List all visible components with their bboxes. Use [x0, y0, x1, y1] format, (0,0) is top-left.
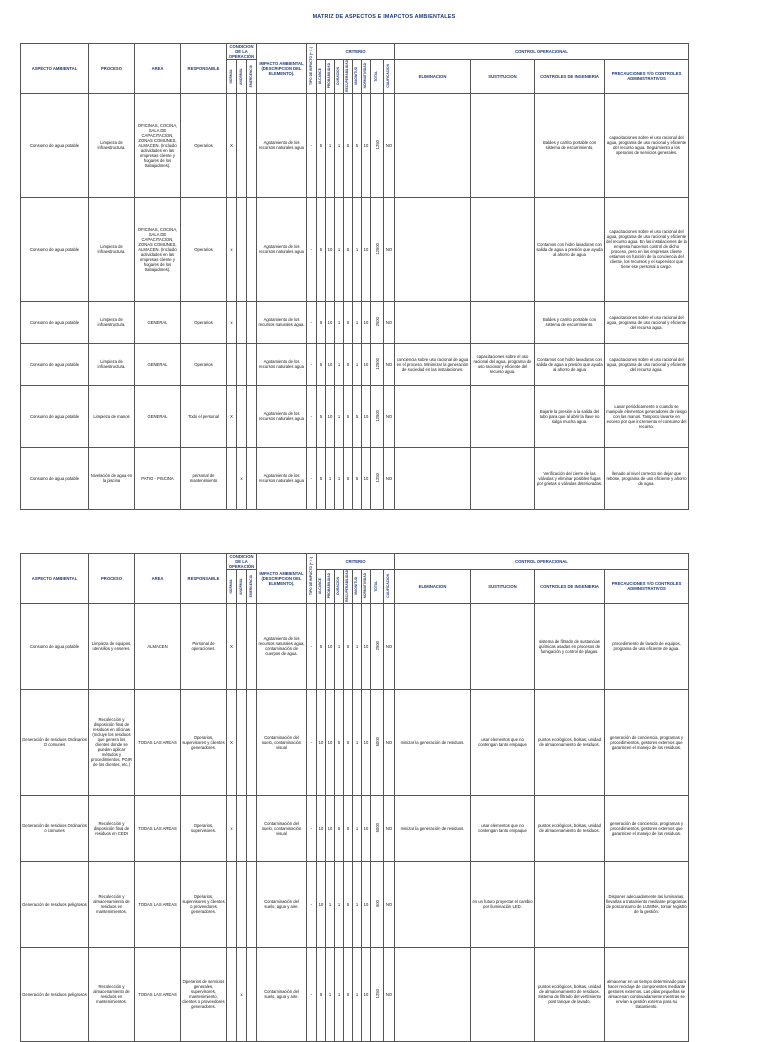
environmental-matrix-table-1 — [20, 43, 689, 510]
col-criterio-recuperabilidad: RECUPERABILIDAD — [344, 570, 353, 604]
cell-criterio-value: 1 — [335, 947, 344, 1041]
cell-criterio-value: 10 — [326, 343, 335, 385]
cell-area: TODAS LAS AREAS — [135, 795, 181, 861]
cell-criterio-value: 5 — [344, 795, 353, 861]
cell-impacto: Contaminación del suelo, agua y aire. — [257, 861, 307, 947]
cell-normal: X — [227, 93, 237, 197]
col-area-header: AREA — [135, 44, 181, 94]
cell-criterio-value: 10 — [326, 197, 335, 301]
cell-total: 1250 — [371, 947, 384, 1041]
col-criterio-calificacion: CALIFICACION — [384, 60, 395, 94]
cell-tipo: - — [307, 447, 317, 509]
col-proceso-header: PROCESO — [89, 44, 135, 94]
cell-anormal — [237, 385, 247, 447]
cell-criterio-value: 10 — [362, 197, 371, 301]
cell-criterio-value: 10 — [362, 343, 371, 385]
cell-aspecto: Generación de residuos Ordinarios O comunes — [21, 689, 89, 795]
cell-precauciones: llenado al nivel correcto sin dejar que rebose, programa de uso eficiente y ahorro de agua. — [605, 447, 689, 509]
table-row — [21, 861, 689, 947]
cell-emergencia — [247, 947, 257, 1041]
cell-criterio-value: 10 — [326, 301, 335, 343]
table-row — [21, 447, 689, 509]
cell-criterio-value: 1 — [353, 947, 362, 1041]
col-precauciones-header: PRECAUCIONES Y/O CONTROLES ADMINISTRATIVOS — [605, 570, 689, 604]
cell-sustitucion — [471, 447, 535, 509]
cell-proceso: Recolección y disposición final de residuos en oficinas (Incluye los residuos que genera los clientes donde se pueden aplicar métodos y procedimientos, PGIR de los clientes, etc.) — [89, 689, 135, 795]
cell-aspecto: Consumo de agua potable — [21, 343, 89, 385]
cell-emergencia — [247, 93, 257, 197]
cell-total: 5000 — [371, 795, 384, 861]
cell-aspecto: Consumo de agua potable — [21, 385, 89, 447]
col-impacto-header: IMPACTO AMBIENTAL (DESCRIPCION DEL ELEMENTO). — [257, 44, 307, 94]
cell-normal — [227, 861, 237, 947]
col-emergencia-header: EMERGENCIA — [247, 60, 257, 94]
cell-criterio-value: 5 — [344, 197, 353, 301]
cell-total: 2500 — [371, 301, 384, 343]
cell-area: OFICINAS, COCINA, SALA DE CAPACITACION, ZONAS COMUNES, ALMACEN. (Incluido actividades en las empresas cliente y hogares de los trabajadores). — [135, 197, 181, 301]
cell-impacto: Agotamiento de los recursos naturales agua, contaminación de cuerpos de agua. — [257, 603, 307, 689]
cell-eliminacion: conciencia sobre uso racional de agua en el proceso. Minimizar la generación de suciedad en las instalaciones. — [395, 343, 471, 385]
cell-criterio-value: 10 — [317, 861, 326, 947]
cell-emergencia — [247, 689, 257, 795]
cell-eliminacion: minizar la generación de residuos. — [395, 689, 471, 795]
col-criterio-duracion: DURACION — [335, 570, 344, 604]
cell-criterio-value: 5 — [317, 197, 326, 301]
cell-calificacion: NO — [384, 947, 395, 1041]
cell-proceso: Nivelación de agua en la piscina — [89, 447, 135, 509]
cell-precauciones: procedimiento de lavado de equipos, programa de uso eficiente de agua. — [605, 603, 689, 689]
cell-aspecto: Consumo de agua potable — [21, 447, 89, 509]
cell-responsable: Operarios — [181, 343, 227, 385]
cell-calificacion: NO — [384, 385, 395, 447]
cell-criterio-value: 10 — [317, 795, 326, 861]
cell-criterio-value: 5 — [344, 689, 353, 795]
cell-precauciones: Lavar periódicamente o cuando se manipule elementos generadores de riesgo con las manos. Tampoco lavarse en exceso por que incrementa el consumo del recurso. — [605, 385, 689, 447]
cell-total: 12500 — [371, 197, 384, 301]
cell-ingenieria: sistema de filtrado de sustancias químicas usadas en procesos de fumigación y control de plagas. — [535, 603, 605, 689]
cell-normal: X — [227, 689, 237, 795]
col-ingenieria-header: CONTROLES DE INGENIERIA — [535, 570, 605, 604]
cell-impacto: Contaminación del suelo, contaminación visual — [257, 689, 307, 795]
cell-ingenieria: Contamos con hidro lavadoras con salida de agua a presión que ayuda al ahorro de agua — [535, 343, 605, 385]
cell-tipo: - — [307, 861, 317, 947]
col-impacto-header: IMPACTO AMBIENTAL (DESCRIPCION DEL ELEMENTO). — [257, 554, 307, 604]
cell-eliminacion — [395, 301, 471, 343]
cell-normal: X — [227, 603, 237, 689]
cell-anormal — [237, 861, 247, 947]
cell-emergencia — [247, 795, 257, 861]
cell-calificacion: NO — [384, 343, 395, 385]
cell-precauciones: capacitaciones sobre el uso racional del agua, programa de uso racional y eficiente del recurso agua. Seguimiento a los operarios de servicios generales. — [605, 93, 689, 197]
cell-criterio-value: 5 — [335, 689, 344, 795]
col-criterio-recuperabilidad: RECUPERABILIDAD — [344, 60, 353, 94]
cell-anormal: x — [237, 447, 247, 509]
cell-impacto: Contaminación del suelo, contaminación visual — [257, 795, 307, 861]
cell-area: TODAS LAS AREAS — [135, 947, 181, 1041]
cell-sustitucion — [471, 301, 535, 343]
cell-precauciones: capacitaciones sobre el uso racional del agua, programa de uso racional y eficiente del recurso agua. En las instalaciones de la empresa hacemos control de dicho proceso, pero en las empresas cliente estamos en función de la conciencia del cliente, los recursos y el supervisor que tiene ese personal a cargo. — [605, 197, 689, 301]
environmental-matrix-table-2 — [20, 553, 689, 1042]
cell-criterio-value: 5 — [317, 447, 326, 509]
cell-criterio-value: 10 — [362, 947, 371, 1041]
cell-tipo: - — [307, 343, 317, 385]
table-row — [21, 947, 689, 1041]
cell-ingenieria: puntos ecológicos, bolsas, unidad de almacenamiento de residuos. — [535, 795, 605, 861]
cell-criterio-value: 1 — [335, 301, 344, 343]
cell-impacto: Contaminación del suelo, agua y aire. — [257, 947, 307, 1041]
cell-responsable: Todo el personal — [181, 385, 227, 447]
col-responsable-header: RESPONSABLE — [181, 44, 227, 94]
cell-criterio-value: 1 — [353, 795, 362, 861]
cell-criterio-value: 5 — [317, 343, 326, 385]
col-aspecto-header: ASPECTO AMBIENTAL — [21, 44, 89, 94]
cell-ingenieria: Baldes y carrito portable con sistema de escurrimiento. — [535, 93, 605, 197]
cell-emergencia — [247, 197, 257, 301]
cell-normal — [227, 343, 237, 385]
cell-normal — [227, 947, 237, 1041]
cell-ingenieria: Contamos con hidro lavadoras con salida de agua a presión que ayuda al ahorro de agua — [535, 197, 605, 301]
cell-criterio-value: 10 — [362, 447, 371, 509]
cell-aspecto: Generación de residuos peligrosos — [21, 947, 89, 1041]
cell-eliminacion: minizar la generación de residuos. — [395, 795, 471, 861]
cell-criterio-value: 1 — [326, 947, 335, 1041]
cell-criterio-value: 10 — [362, 93, 371, 197]
table-row — [21, 343, 689, 385]
cell-criterio-value: 5 — [317, 301, 326, 343]
cell-aspecto: Generación de residuos Ordinarios o comunes — [21, 795, 89, 861]
cell-criterio-value: 5 — [344, 385, 353, 447]
col-criterio-probabilidad: PROBABILIDAD — [326, 60, 335, 94]
cell-criterio-value: 1 — [353, 301, 362, 343]
cell-criterio-value: 10 — [362, 385, 371, 447]
cell-eliminacion — [395, 447, 471, 509]
cell-anormal — [237, 93, 247, 197]
cell-criterio-value: 1 — [326, 93, 335, 197]
col-criterio-magnitud: MAGNITUD — [353, 570, 362, 604]
cell-area: ALMACEN — [135, 603, 181, 689]
col-ingenieria-header: CONTROLES DE INGENIERIA — [535, 60, 605, 94]
cell-eliminacion — [395, 385, 471, 447]
col-tipo-header: TIPO DE IMPACTO (+ / -) — [307, 44, 317, 94]
cell-responsable: Operarios de servicios generales, supervisores, mantenimiento, clientes o proveedores generadores. — [181, 947, 227, 1041]
cell-ingenieria: puntos ecológicos, bolsas, unidad de almacenamiento de residuos. Sistema de filtrado del vertimiento post tanque de lavado. — [535, 947, 605, 1041]
cell-eliminacion — [395, 947, 471, 1041]
cell-aspecto: Consumo de agua potable — [21, 93, 89, 197]
cell-normal: x — [227, 197, 237, 301]
cell-criterio-value: 5 — [344, 93, 353, 197]
cell-criterio-value: 1 — [353, 689, 362, 795]
cell-proceso: Limpieza de manos — [89, 385, 135, 447]
col-precauciones-header: PRECAUCIONES Y/O CONTROLES ADMINISTRATIVOS — [605, 60, 689, 94]
cell-tipo: - — [307, 301, 317, 343]
table-row — [21, 197, 689, 301]
table-row — [21, 689, 689, 795]
cell-responsable: Operarios, supervisores. — [181, 795, 227, 861]
cell-impacto: Agotamiento de los recursos naturales agua — [257, 385, 307, 447]
col-criterio-total: TOTAL — [371, 60, 384, 94]
cell-total: 500 — [371, 861, 384, 947]
cell-tipo: - — [307, 947, 317, 1041]
cell-responsable: Operarios, supervisores y clientes o proveedores generadores. — [181, 861, 227, 947]
col-normal-header: NORMAL — [227, 570, 237, 604]
cell-aspecto: Generación de residuos peligrosos — [21, 861, 89, 947]
cell-emergencia — [247, 385, 257, 447]
cell-precauciones: generación de conciencia, programas y procedimientos, gestores externos que garanticen el manejo de los residuos. — [605, 795, 689, 861]
cell-responsable: Operarios — [181, 197, 227, 301]
cell-criterio-value: 10 — [362, 301, 371, 343]
cell-calificacion: NO — [384, 93, 395, 197]
cell-criterio-value: 1 — [353, 197, 362, 301]
col-criterio-normatividad: NORMATIVIDAD — [362, 60, 371, 94]
cell-normal: x — [227, 795, 237, 861]
cell-proceso: Limpieza de equipos, utensilios y enseres. — [89, 603, 135, 689]
cell-responsable: personal de mantenimiento — [181, 447, 227, 509]
control-header: CONTROL OPERACIONAL — [395, 554, 689, 570]
cell-criterio-value: 5 — [344, 301, 353, 343]
cell-calificacion: NO — [384, 301, 395, 343]
cell-precauciones: capacitaciones sobre el uso racional del agua, programa de uso racional y eficiente del recurso agua. — [605, 343, 689, 385]
cell-criterio-value: 1 — [335, 447, 344, 509]
col-criterio-calificacion: CALIFICACION — [384, 570, 395, 604]
cell-impacto: Agotamiento de los recursos naturales agua — [257, 447, 307, 509]
cell-proceso: Limpieza de infraestructura. — [89, 197, 135, 301]
cell-calificacion: NO — [384, 603, 395, 689]
cell-responsable: Operarios, supervisores y clientes generadores. — [181, 689, 227, 795]
table-row — [21, 301, 689, 343]
cell-ingenieria: Verificación del cierre de las válvulas y eliminar posibles fugas por grietas o válvulas deterioradas. — [535, 447, 605, 509]
col-tipo-header: TIPO DE IMPACTO (+ / -) — [307, 554, 317, 604]
cell-criterio-value: 5 — [344, 861, 353, 947]
cell-emergencia — [247, 343, 257, 385]
table-row — [21, 603, 689, 689]
col-responsable-header: RESPONSABLE — [181, 554, 227, 604]
col-criterio-probabilidad: PROBABILIDAD — [326, 570, 335, 604]
cell-criterio-value: 5 — [344, 603, 353, 689]
cell-criterio-value: 10 — [317, 689, 326, 795]
cell-eliminacion — [395, 603, 471, 689]
cell-anormal — [237, 197, 247, 301]
cell-sustitucion: usar elementos que no contengan tanto empaque — [471, 689, 535, 795]
criterio-header: CRITERIO — [317, 554, 395, 570]
col-criterio-duracion: DURACION — [335, 60, 344, 94]
cell-sustitucion — [471, 93, 535, 197]
cell-tipo: - — [307, 93, 317, 197]
cell-tipo: - — [307, 385, 317, 447]
cell-calificacion: NO — [384, 861, 395, 947]
cell-sustitucion: capacitaciones sobre el uso racional del agua, programa de uso racional y eficiente del recurso agua. — [471, 343, 535, 385]
cell-emergencia — [247, 301, 257, 343]
cell-sustitucion: usar elementos que no contengan tanto empaque — [471, 795, 535, 861]
cell-proceso: Recolección y almacenamiento de residuos en mantenimientos. — [89, 947, 135, 1041]
document-title: MATRIZ DE ASPECTOS E IMAPCTOS AMBIENTALES — [312, 14, 456, 20]
cell-criterio-value: 10 — [326, 795, 335, 861]
criterio-header: CRITERIO — [317, 44, 395, 60]
cell-criterio-value: 10 — [362, 689, 371, 795]
cell-criterio-value: 1 — [335, 197, 344, 301]
cell-proceso: Recolección y almacenamiento de residuos en mantenimientos. — [89, 861, 135, 947]
cell-tipo: - — [307, 603, 317, 689]
cell-criterio-value: 5 — [317, 947, 326, 1041]
cell-criterio-value: 5 — [317, 603, 326, 689]
cell-normal — [227, 447, 237, 509]
cell-area: GENERAL — [135, 343, 181, 385]
table-row — [21, 385, 689, 447]
col-sustitucion-header: SUSTITUCION — [471, 60, 535, 94]
col-aspecto-header: ASPECTO AMBIENTAL — [21, 554, 89, 604]
cell-anormal: x — [237, 947, 247, 1041]
col-area-header: AREA — [135, 554, 181, 604]
cell-calificacion: NO — [384, 197, 395, 301]
cell-area: TODAS LAS AREAS — [135, 689, 181, 795]
cell-precauciones: Disponer adecuadamente las luminarias, llevarlas a tratamiento mediante programas de posconsumo de LUMINA, tomar registro de la gestión. — [605, 861, 689, 947]
cell-tipo: - — [307, 197, 317, 301]
cell-criterio-value: 1 — [335, 861, 344, 947]
cell-criterio-value: 10 — [362, 603, 371, 689]
cell-criterio-value: 5 — [335, 795, 344, 861]
cell-proceso: Recolección y disposición final de residuos en CEDI — [89, 795, 135, 861]
cell-criterio-value: 1 — [335, 603, 344, 689]
cell-criterio-value: 10 — [326, 385, 335, 447]
cell-criterio-value: 10 — [362, 861, 371, 947]
cell-criterio-value: 5 — [317, 93, 326, 197]
table-row — [21, 93, 689, 197]
col-criterio-normatividad: NORMATIVIDAD — [362, 570, 371, 604]
cell-precauciones: almacenar en un tiempo determinado para hacer reciclaje de componentes mediante gestores externos. Las pilas pequeñas se almacenan continuadamente mientras se envían a gestión externa para su tratamiento. — [605, 947, 689, 1041]
cell-proceso: Limpieza de infraestructura. — [89, 343, 135, 385]
cell-anormal — [237, 689, 247, 795]
cell-criterio-value: 5 — [317, 385, 326, 447]
cell-criterio-value: 5 — [344, 947, 353, 1041]
col-emergencia-header: EMERGENCIA — [247, 570, 257, 604]
cell-aspecto: Consumo de agua potable — [21, 603, 89, 689]
cell-normal: X — [227, 385, 237, 447]
cell-impacto: Agotamiento de los recursos naturales agua — [257, 93, 307, 197]
cell-calificacion: NO — [384, 689, 395, 795]
col-sustitucion-header: SUSTITUCION — [471, 570, 535, 604]
cell-eliminacion — [395, 861, 471, 947]
col-anormal-header: ANORMAL — [237, 60, 247, 94]
col-criterio-alcance: ALCANCE — [317, 60, 326, 94]
col-eliminacion-header: ELIMINACION — [395, 570, 471, 604]
cell-ingenieria: puntos ecológicos, bolsas, unidad de almacenamiento de residuos. — [535, 689, 605, 795]
cell-calificacion: NO — [384, 447, 395, 509]
cell-normal: x — [227, 301, 237, 343]
cell-sustitucion — [471, 947, 535, 1041]
col-criterio-total: TOTAL — [371, 570, 384, 604]
cell-criterio-value: 1 — [326, 447, 335, 509]
cell-sustitucion — [471, 197, 535, 301]
cell-aspecto: Consumo de agua potable — [21, 301, 89, 343]
cell-proceso: Limpieza de infraestructura. — [89, 301, 135, 343]
condicion-header: CONDICION DE LA OPERACIÓN — [227, 44, 257, 60]
cell-area: OFICINAS, COCINA, SALA DE CAPACITACION, ZONAS COMUNES, ALMACEN. (Incluido actividades en las empresas cliente y hogares de los trabajadores). — [135, 93, 181, 197]
cell-area: GENERAL — [135, 301, 181, 343]
cell-total: 1250 — [371, 93, 384, 197]
cell-criterio-value: 1 — [353, 861, 362, 947]
cell-ingenieria — [535, 861, 605, 947]
cell-responsable: Personal de operaciones. — [181, 603, 227, 689]
cell-precauciones: capacitaciones sobre el uso racional del agua, programa de uso racional y eficiente del recurso agua. — [605, 301, 689, 343]
cell-total: 1250 — [371, 447, 384, 509]
cell-emergencia — [247, 447, 257, 509]
col-anormal-header: ANORMAL — [237, 570, 247, 604]
cell-total: 2500 — [371, 603, 384, 689]
cell-eliminacion — [395, 197, 471, 301]
cell-criterio-value: 5 — [353, 385, 362, 447]
cell-responsable: Operarios — [181, 93, 227, 197]
cell-responsable: Operarios — [181, 301, 227, 343]
cell-anormal — [237, 343, 247, 385]
col-criterio-magnitud: MAGNITUD — [353, 60, 362, 94]
cell-area: PATIO - PISCINA — [135, 447, 181, 509]
cell-criterio-value: 10 — [326, 603, 335, 689]
cell-criterio-value: 5 — [344, 447, 353, 509]
cell-impacto: Agotamiento de los recursos naturales agua. — [257, 301, 307, 343]
cell-criterio-value: 1 — [353, 603, 362, 689]
cell-criterio-value: 5 — [353, 447, 362, 509]
cell-criterio-value: 1 — [335, 385, 344, 447]
cell-anormal — [237, 603, 247, 689]
cell-criterio-value: 1 — [353, 343, 362, 385]
cell-precauciones: generación de conciencia, programas y procedimientos, gestores externos que garanticen el manejo de los residuos. — [605, 689, 689, 795]
cell-anormal — [237, 795, 247, 861]
cell-criterio-value: 1 — [335, 93, 344, 197]
cell-sustitucion — [471, 603, 535, 689]
cell-anormal — [237, 301, 247, 343]
cell-impacto: Agotamiento de los recursos naturales agua — [257, 343, 307, 385]
condicion-header: CONDICION DE LA OPERACIÓN — [227, 554, 257, 570]
cell-impacto: Agotamiento de los recursos naturales agua — [257, 197, 307, 301]
cell-calificacion: NO — [384, 795, 395, 861]
col-normal-header: NORMAL — [227, 60, 237, 94]
control-header: CONTROL OPERACIONAL — [395, 44, 689, 60]
cell-criterio-value: 1 — [326, 861, 335, 947]
cell-emergencia — [247, 861, 257, 947]
col-proceso-header: PROCESO — [89, 554, 135, 604]
cell-sustitucion: en un futuro proyectar el cambio por iluminación LED. — [471, 861, 535, 947]
cell-ingenieria: Bajarle la presión a la salida del tubo para que al abrir la llave no salga mucha agua. — [535, 385, 605, 447]
cell-criterio-value: 5 — [344, 343, 353, 385]
cell-emergencia — [247, 603, 257, 689]
cell-criterio-value: 5 — [353, 93, 362, 197]
cell-criterio-value: 10 — [362, 795, 371, 861]
table-row — [21, 795, 689, 861]
cell-proceso: Limpieza de infraestructura. — [89, 93, 135, 197]
cell-aspecto: Consumo de agua potable — [21, 197, 89, 301]
cell-criterio-value: 10 — [326, 689, 335, 795]
cell-tipo: - — [307, 689, 317, 795]
col-eliminacion-header: ELIMINACION — [395, 60, 471, 94]
col-criterio-alcance: ALCANCE — [317, 570, 326, 604]
cell-area: TODAS LAS AREAS — [135, 861, 181, 947]
cell-total: 5000 — [371, 689, 384, 795]
cell-sustitucion — [471, 385, 535, 447]
cell-criterio-value: 1 — [335, 343, 344, 385]
cell-total: 12500 — [371, 343, 384, 385]
cell-area: GENERAL — [135, 385, 181, 447]
cell-total: 12500 — [371, 385, 384, 447]
cell-eliminacion — [395, 93, 471, 197]
cell-ingenieria: Baldes y carrito portable con sistema de escurrimiento. — [535, 301, 605, 343]
cell-tipo: - — [307, 795, 317, 861]
